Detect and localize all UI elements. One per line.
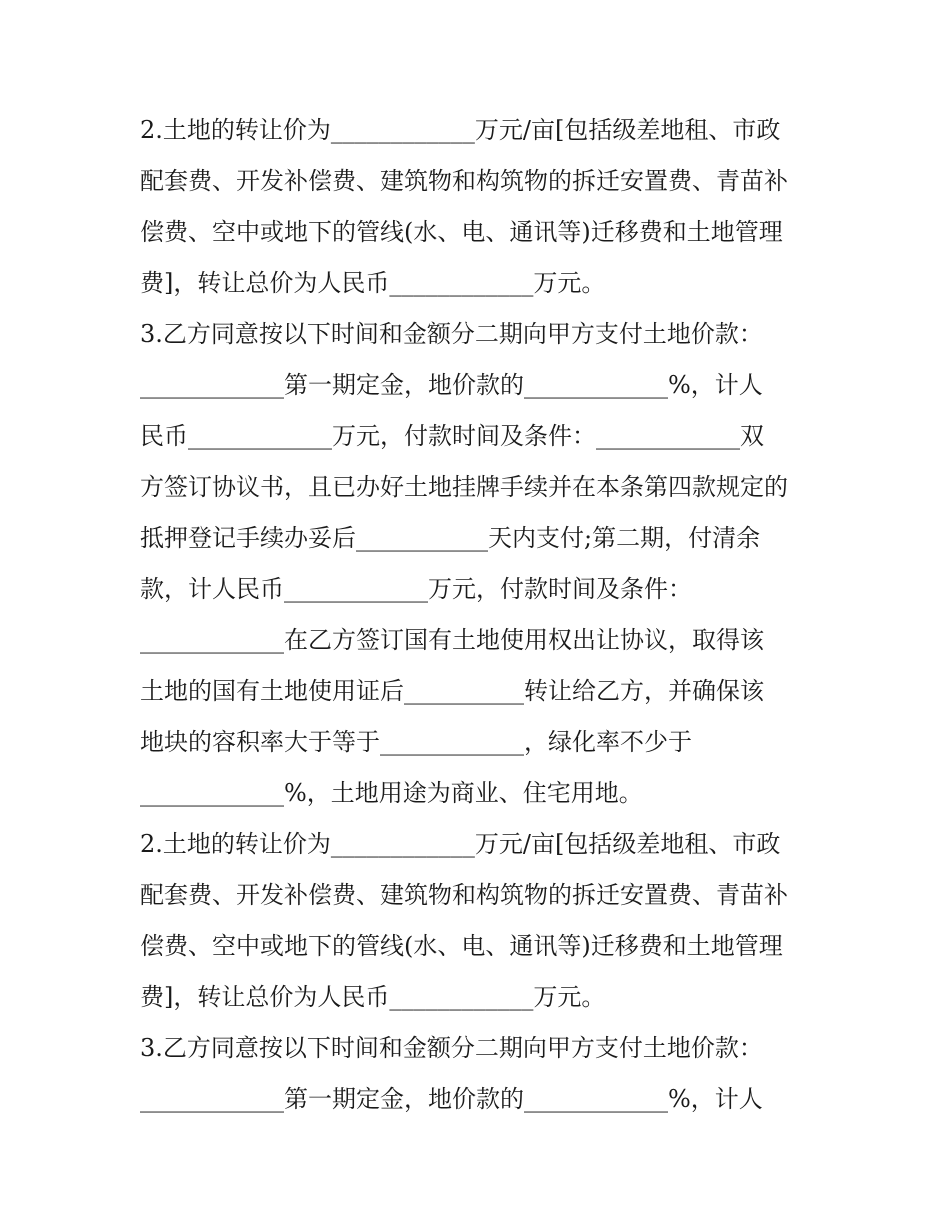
text-line: 方签订协议书，且已办好土地挂牌手续并在本条第四款规定的: [140, 473, 788, 501]
text-line: 配套费、开发补偿费、建筑物和构筑物的拆迁安置费、青苗补: [140, 881, 788, 909]
text-line: 3.乙方同意按以下时间和金额分二期向甲方支付土地价款：: [140, 320, 763, 348]
text-line: ____________在乙方签订国有土地使用权出让协议，取得该: [140, 626, 764, 654]
text-line: ____________第一期定金，地价款的____________%，计人: [140, 1085, 763, 1113]
text-line: 3.乙方同意按以下时间和金额分二期向甲方支付土地价款：: [140, 1034, 763, 1062]
text-line: 款，计人民币____________万元，付款时间及条件：: [140, 575, 692, 603]
text-line: 民币____________万元，付款时间及条件：____________双: [140, 422, 764, 450]
text-line: 费]，转让总价为人民币____________万元。: [140, 983, 606, 1011]
text-line: 费]，转让总价为人民币____________万元。: [140, 269, 606, 297]
document-body: [140, 105, 820, 1125]
text-line: 偿费、空中或地下的管线(水、电、通讯等)迁移费和土地管理: [140, 218, 783, 246]
text-line: 土地的国有土地使用证后__________转让给乙方，并确保该: [140, 677, 764, 705]
text-line: 抵押登记手续办妥后___________天内支付;第二期，付清余: [140, 524, 761, 552]
text-line: 2.土地的转让价为____________万元/亩[包括级差地租、市政: [140, 116, 781, 144]
text-line: 2.土地的转让价为____________万元/亩[包括级差地租、市政: [140, 830, 781, 858]
text-line: 配套费、开发补偿费、建筑物和构筑物的拆迁安置费、青苗补: [140, 167, 788, 195]
text-line: 偿费、空中或地下的管线(水、电、通讯等)迁移费和土地管理: [140, 932, 783, 960]
text-line: ____________%，土地用途为商业、住宅用地。: [140, 779, 643, 807]
text-line: ____________第一期定金，地价款的____________%，计人: [140, 371, 763, 399]
text-line: 地块的容积率大于等于____________，绿化率不少于: [140, 728, 692, 756]
